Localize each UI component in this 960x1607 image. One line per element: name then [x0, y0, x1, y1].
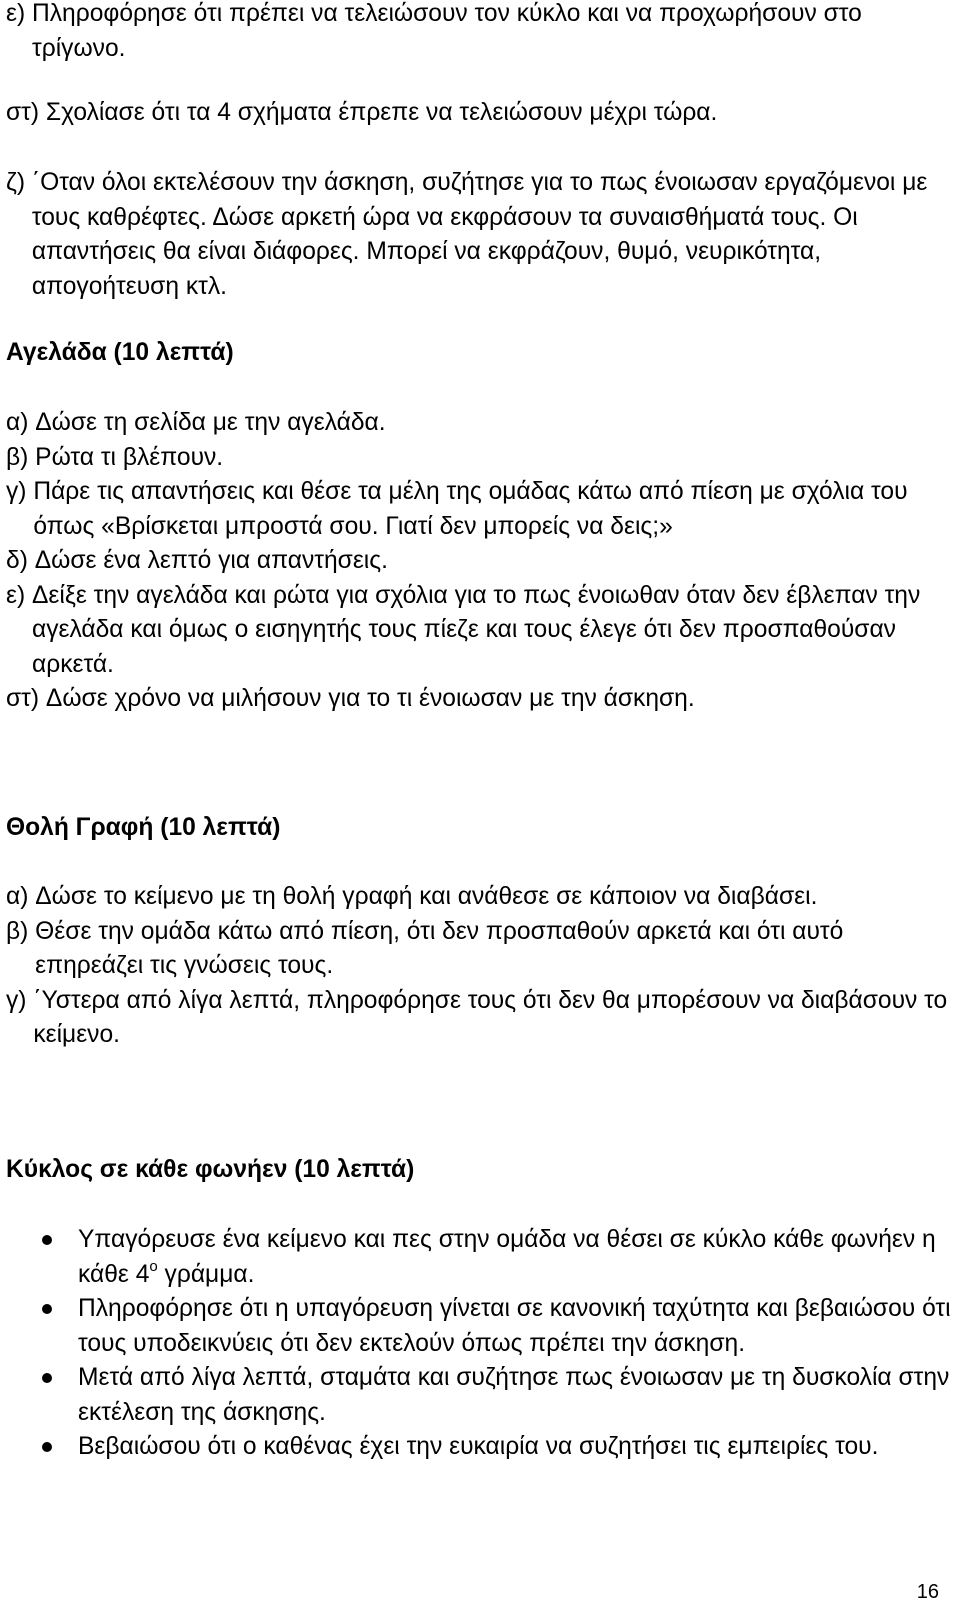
- bullet-item: [6, 1223, 951, 1292]
- item-text: Πάρε τις απαντήσεις και θέσε τα μέλη της ομάδας κάτω από πίεση με σχόλια του όπως «Βρίσκεται μπροστά σου. Γιατί δεν μπορείς να δεις;»: [33, 478, 908, 540]
- ordinal-superscript: ο: [149, 1257, 158, 1275]
- bullet-text: Πληροφόρησε ότι η υπαγόρευση γίνεται σε κανονική ταχύτητα και βεβαιώσου ότι τους υποδεικνύεις ότι δεν εκτελούν όπως πρέπει την άσκηση.: [78, 1295, 951, 1357]
- blur-list: [6, 880, 951, 1053]
- cow-list: [6, 406, 951, 717]
- intro-block: [6, 166, 951, 304]
- item-text: Σχολίασε ότι τα 4 σχήματα έπρεπε να τελειώσουν μέχρι τώρα.: [45, 99, 718, 126]
- bullet-text: Υπαγόρευσε ένα κείμενο και πες στην ομάδα να θέσει σε κύκλο κάθε φωνήεν η κάθε $4^o$ γράμμα.: [78, 1226, 936, 1288]
- item-text: Δείξε την αγελάδα και ρώτα για σχόλια για το πως ένοιωθαν όταν δεν έβλεπαν την αγελάδα και όμως ο εισηγητής τους πίεζε και τους έλεγε ότι δεν προσπαθούσαν αρκετά.: [32, 581, 921, 678]
- list-item: [6, 441, 951, 476]
- list-item: [6, 0, 951, 66]
- item-text: Θέσε την ομάδα κάτω από πίεση, ότι δεν προσπαθούν αρκετά και ότι αυτό επηρεάζει τις γνώσεις τους.: [35, 917, 844, 979]
- item-label: β): [6, 443, 36, 471]
- section-heading-blur: Θολή Γραφή (10 λεπτά): [6, 814, 281, 841]
- bullet-icon: [6, 1361, 78, 1430]
- list-item: [6, 915, 951, 984]
- intro-block: [6, 96, 951, 131]
- list-item: [6, 682, 951, 717]
- bullet-icon: [6, 1223, 78, 1292]
- list-item: [6, 544, 951, 579]
- bullet-item: [6, 1292, 951, 1361]
- item-text: ΄Οταν όλοι εκτελέσουν την άσκηση, συζήτησε για το πως ένοιωσαν εργαζόμενοι με τους καθρέφτες. Δώσε αρκετή ώρα να εκφράσουν τα συναισθήματά τους. Οι απαντήσεις θα είναι διάφορες. Μπορεί να εκφράζουν, θυμό, νευρικότητα, απογοήτευση κτλ.: [31, 169, 928, 300]
- list-item: [6, 96, 951, 131]
- page-number: 16: [916, 1581, 939, 1603]
- item-text: Δώσε τη σελίδα με την αγελάδα.: [35, 409, 386, 436]
- item-text: Δώσε χρόνο να μιλήσουν για το τι ένοιωσαν με την άσκηση.: [45, 685, 695, 712]
- item-label: γ): [6, 478, 34, 505]
- list-item: [6, 406, 951, 441]
- bullet-text: Βεβαιώσου ότι ο καθένας έχει την ευκαιρία να συζητήσει τις εμπειρίες του.: [78, 1433, 879, 1460]
- bullet-icon: [6, 1292, 78, 1361]
- intro-block: [6, 0, 951, 66]
- bullet-icon: [6, 1430, 78, 1465]
- bullet-item: [6, 1361, 951, 1430]
- item-label: ε): [6, 0, 32, 27]
- list-item: [6, 880, 951, 915]
- item-label: στ): [6, 685, 46, 712]
- item-text: Δώσε το κείμενο με τη θολή γραφή και ανάθεσε σε κάποιον να διαβάσει.: [35, 883, 818, 910]
- item-label: δ): [6, 547, 35, 574]
- item-label: γ): [6, 986, 34, 1014]
- section-heading-cow: Αγελάδα (10 λεπτά): [6, 339, 234, 366]
- section-heading-vowel: Κύκλος σε κάθε φωνήεν (10 λεπτά): [6, 1156, 415, 1183]
- bullet-item: [6, 1430, 951, 1465]
- list-item: [6, 475, 951, 544]
- item-text: ΄Υστερα από λίγα λεπτά, πληροφόρησε τους ότι δεν θα μπορέσουν να διαβάσουν το κείμενο.: [33, 986, 948, 1048]
- item-label: α): [6, 883, 36, 910]
- item-text: Δώσε ένα λεπτό για απαντήσεις.: [34, 547, 388, 574]
- item-label: ε): [6, 581, 32, 609]
- item-label: α): [6, 409, 36, 436]
- item-label: β): [6, 917, 36, 945]
- vowel-bullet-list: [6, 1223, 951, 1465]
- bullet-text: Μετά από λίγα λεπτά, σταμάτα και συζήτησε πως ένοιωσαν με τη δυσκολία στην εκτέλεση της άσκησης.: [78, 1364, 950, 1426]
- item-text: Πληροφόρησε ότι πρέπει να τελειώσουν τον κύκλο και να προχωρήσουν στο τρίγωνο.: [32, 0, 862, 62]
- list-item: [6, 166, 951, 304]
- item-text: Ρώτα τι βλέπουν.: [35, 443, 224, 471]
- list-item: [6, 984, 951, 1053]
- item-label: ζ): [6, 169, 32, 196]
- item-label: στ): [6, 99, 46, 126]
- list-item: [6, 579, 951, 683]
